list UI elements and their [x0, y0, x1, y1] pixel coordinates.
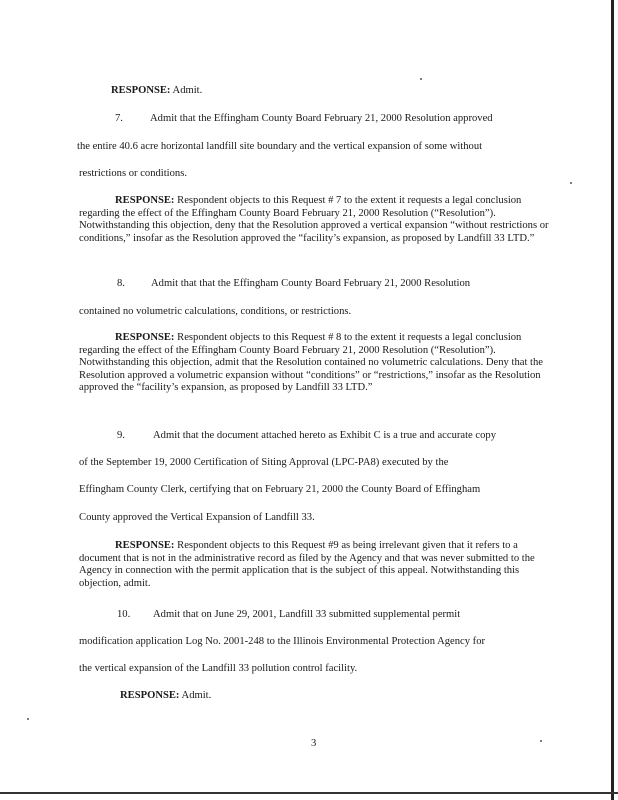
response-text: Respondent objects to this Request #9 as being irrelevant given that it refers to a document that is not in the administrative record as filed by the Agency and that was never submitted to the Agency in connection with the permit application that is the subject of this appeal. Notwithstanding this objection, admit.	[79, 540, 535, 589]
response-label: RESPONSE:	[115, 195, 175, 206]
request-text: contained no volumetric calculations, conditions, or restrictions.	[79, 306, 352, 317]
request-text: Admit that that the Effingham County Board February 21, 2000 Resolution	[151, 278, 471, 289]
response-7	[79, 195, 559, 245]
request-text: of the September 19, 2000 Certification of Siting Approval (LPC-PA8) executed by the	[79, 457, 449, 468]
scan-speck	[540, 740, 542, 742]
scan-edge-bottom	[0, 792, 618, 794]
request-text: Admit that the Effingham County Board February 21, 2000 Resolution approved	[150, 113, 493, 124]
response-text: Respondent objects to this Request # 8 to the extent it requests a legal conclusion regarding the effect of the Effingham County Board February 21, 2000 Resolution (“Resolution”). Notwithstanding this objection, admit that the Resolution contained no volumetric calculations. Deny that the Resolution approved a volumetric expansion without “conditions” or “restrictions,” insofar as the Resolution approved the “facility’s expansion, as proposed by Landfill 33 LTD.”	[79, 332, 543, 393]
scan-speck	[570, 182, 572, 184]
request-text: Admit that on June 29, 2001, Landfill 33 submitted supplemental permit	[153, 609, 461, 620]
request-number: 9.	[117, 430, 125, 441]
request-text: the vertical expansion of the Landfill 33 pollution control facility.	[79, 663, 358, 674]
request-text: Effingham County Clerk, certifying that on February 21, 2000 the County Board of Effingham	[79, 484, 481, 495]
response-admit-top	[111, 85, 202, 96]
request-text: modification application Log No. 2001-248 to the Illinois Environmental Protection Agency for	[79, 636, 486, 647]
response-label: RESPONSE:	[111, 85, 171, 96]
response-admit-bottom	[120, 690, 211, 701]
page-number: 3	[311, 738, 317, 749]
response-text: Admit.	[181, 690, 212, 701]
response-9	[79, 540, 559, 590]
response-label: RESPONSE:	[115, 332, 175, 343]
request-text: the entire 40.6 acre horizontal landfill site boundary and the vertical expansion of some without	[77, 141, 483, 152]
response-label: RESPONSE:	[120, 690, 180, 701]
response-text: Admit.	[172, 85, 203, 96]
request-number: 10.	[117, 609, 131, 620]
response-label: RESPONSE:	[115, 540, 175, 551]
request-number: 8.	[117, 278, 125, 289]
scan-speck	[420, 78, 422, 80]
request-text: Admit that the document attached hereto as Exhibit C is a true and accurate copy	[153, 430, 496, 441]
scan-speck	[27, 718, 29, 720]
response-8	[79, 332, 559, 395]
request-text: restrictions or conditions.	[79, 168, 187, 179]
scan-edge-right	[611, 0, 614, 800]
request-number: 7.	[115, 113, 123, 124]
response-text: Respondent objects to this Request # 7 to the extent it requests a legal conclusion regarding the effect of the Effingham County Board February 21, 2000 Resolution (“Resolution”). Notwithstanding this objection, deny that the Resolution approved a vertical expansion “without restrictions or conditions,” insofar as the Resolution approved the “facility’s expansion, as proposed by Landfill 33 LTD.”	[79, 195, 549, 244]
request-text: County approved the Vertical Expansion of Landfill 33.	[79, 512, 315, 523]
